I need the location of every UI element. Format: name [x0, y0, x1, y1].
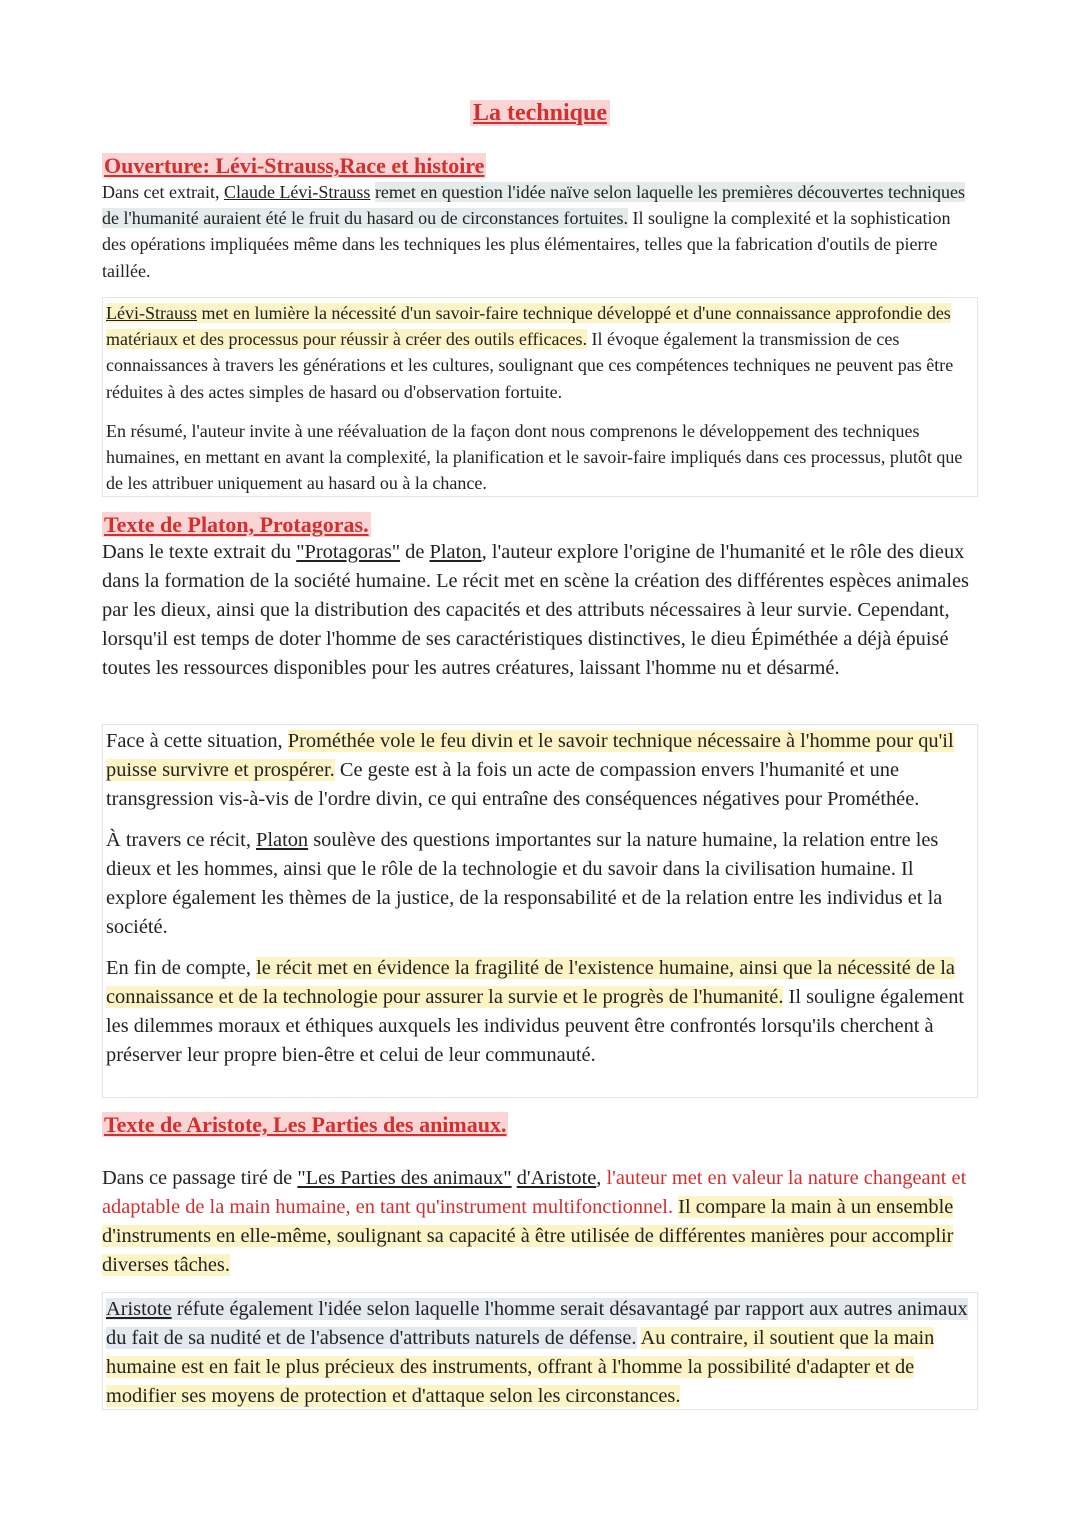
paragraph: Face à cette situation, Prométhée vole le feu divin et le savoir technique nécessaire à l'homme pour qu'il puisse survivre et prospérer. Ce geste est à la fois un acte de compassion envers l'humanité et une transgression vis-à-vis de l'ordre divin, ce qui entraîne des conséquences négatives pour Prométhée. [106, 730, 954, 810]
section-intro [102, 1164, 978, 1280]
highlight: Au contraire, il soutient que la main humaine est en fait le plus précieux des instruments, offrant à l'homme la possibilité d'adapter et de modifier ses moyens de protection et d'attaque selon les circonstances. [106, 1327, 935, 1407]
section-aristote [102, 1114, 978, 1137]
summary-box [102, 724, 978, 1098]
author-link: Aristote [106, 1298, 172, 1320]
red-text: l'auteur met en valeur la nature changeant et adaptable de la main humaine, en tant qu'instrument multifonctionnel. [102, 1167, 967, 1218]
summary-box [102, 297, 978, 497]
work-link: "Protagoras" [296, 541, 401, 563]
highlight: Il compare la main à un ensemble d'instruments en elle-même, soulignant sa capacité à être utilisée de différentes manières pour accomplir diverses tâches. [102, 1196, 954, 1276]
work-link: "Les Parties des animaux" [297, 1167, 512, 1189]
summary-box [102, 1292, 978, 1410]
highlight: réfute également l'idée selon laquelle l'homme serait désavantagé par rapport aux autres animaux du fait de sa nudité et de l'absence d'attributs naturels de défense. [106, 1298, 968, 1349]
paragraph: En fin de compte, le récit met en évidence la fragilité de l'existence humaine, ainsi que la nécessité de la connaissance et de la technologie pour assurer la survie et le progrès de l'humanité. Il souligne également les dilemmes moraux et éthiques auxquels les individus peuvent être confrontés lorsqu'ils cherchent à préserver leur propre bien-être et celui de leur communauté. [106, 957, 965, 1066]
author-link: Platon [429, 541, 482, 563]
author-link: d'Aristote [516, 1167, 597, 1189]
author-link: Claude Lévi-Strauss [223, 182, 371, 202]
highlight: remet en question l'idée naïve selon laquelle les premières découvertes techniques de l'humanité auraient été le fruit du hasard ou de circonstances fortuites. [102, 182, 965, 229]
section-intro [102, 538, 978, 683]
highlight: le récit met en évidence la fragilité de l'existence humaine, ainsi que la nécessité de la connaissance et de la technologie pour assurer la survie et le progrès de l'humanité. [106, 957, 955, 1008]
paragraph [106, 1295, 974, 1411]
author-link: Platon [256, 829, 309, 851]
section-heading: Texte de Platon, Protagoras. [104, 512, 369, 537]
section-intro [102, 179, 978, 284]
section-heading: Ouverture: Lévi-Strauss,Race et histoire [104, 153, 485, 178]
page-title: La technique [470, 100, 610, 126]
paragraph: À travers ce récit, Platon soulève des questions importantes sur la nature humaine, la relation entre les dieux et les hommes, ainsi que le rôle de la technologie et du savoir dans la civilisation humaine. Il explore également les thèmes de la justice, de la responsabilité et de la relation entre les individus et la société. [106, 829, 943, 938]
paragraph: En résumé, l'auteur invite à une réévaluation de la façon dont nous comprenons le développement des techniques humaines, en mettant en avant la complexité, la planification et le savoir-faire impliqués dans ces processus, plutôt que de les attribuer uniquement au hasard ou à la chance. [106, 420, 963, 494]
page-title-wrap [102, 100, 978, 127]
author-link: Lévi-Strauss [106, 303, 197, 323]
highlight: met en lumière la nécessité d'un savoir-faire technique développé et d'une connaissance approfondie des matériaux et des processus pour réussir à créer des outils efficaces. [106, 303, 951, 350]
paragraph: Dans ce passage tiré de "Les Parties des animaux" d'Aristote, l'auteur met en valeur la nature changeant et adaptable de la main humaine, en tant qu'instrument multifonctionnel. Il compare la main à un ensemble d'instruments en elle-même, soulignant sa capacité à être utilisée de différentes manières pour accomplir diverses tâches. [102, 1167, 967, 1276]
section-platon [102, 514, 978, 537]
section-levi-strauss [102, 155, 978, 178]
paragraph: Dans le texte extrait du "Protagoras" de Platon, l'auteur explore l'origine de l'humanité et le rôle des dieux dans la formation de la société humaine. Le récit met en scène la création des différentes espèces animales par les dieux, ainsi que la distribution des capacités et des attributs nécessaires à leur survie. Cependant, lorsqu'il est temps de doter l'homme de ses caractéristiques distinctives, le dieu Épiméthée a déjà épuisé toutes les ressources disponibles pour les autres créatures, laissant l'homme nu et désarmé. [102, 541, 969, 679]
paragraph: Lévi-Strauss met en lumière la nécessité d'un savoir-faire technique développé et d'une connaissance approfondie des matériaux et des processus pour réussir à créer des outils efficaces. Il évoque également la transmission de ces connaissances à travers les générations et les cultures, soulignant que ces compétences techniques ne peuvent pas être réduites à des actes simples de hasard ou d'observation fortuite. [106, 303, 954, 402]
highlight: Prométhée vole le feu divin et le savoir technique nécessaire à l'homme pour qu'il puisse survivre et prospérer. [106, 730, 954, 781]
paragraph: Dans cet extrait, Claude Lévi-Strauss remet en question l'idée naïve selon laquelle les premières découvertes techniques de l'humanité auraient été le fruit du hasard ou de circonstances fortuites. Il souligne la complexité et la sophistication des opérations impliquées même dans les techniques les plus élémentaires, telles que la fabrication d'outils de pierre taillée. [102, 182, 965, 281]
section-heading: Texte de Aristote, Les Parties des animaux. [104, 1112, 507, 1137]
